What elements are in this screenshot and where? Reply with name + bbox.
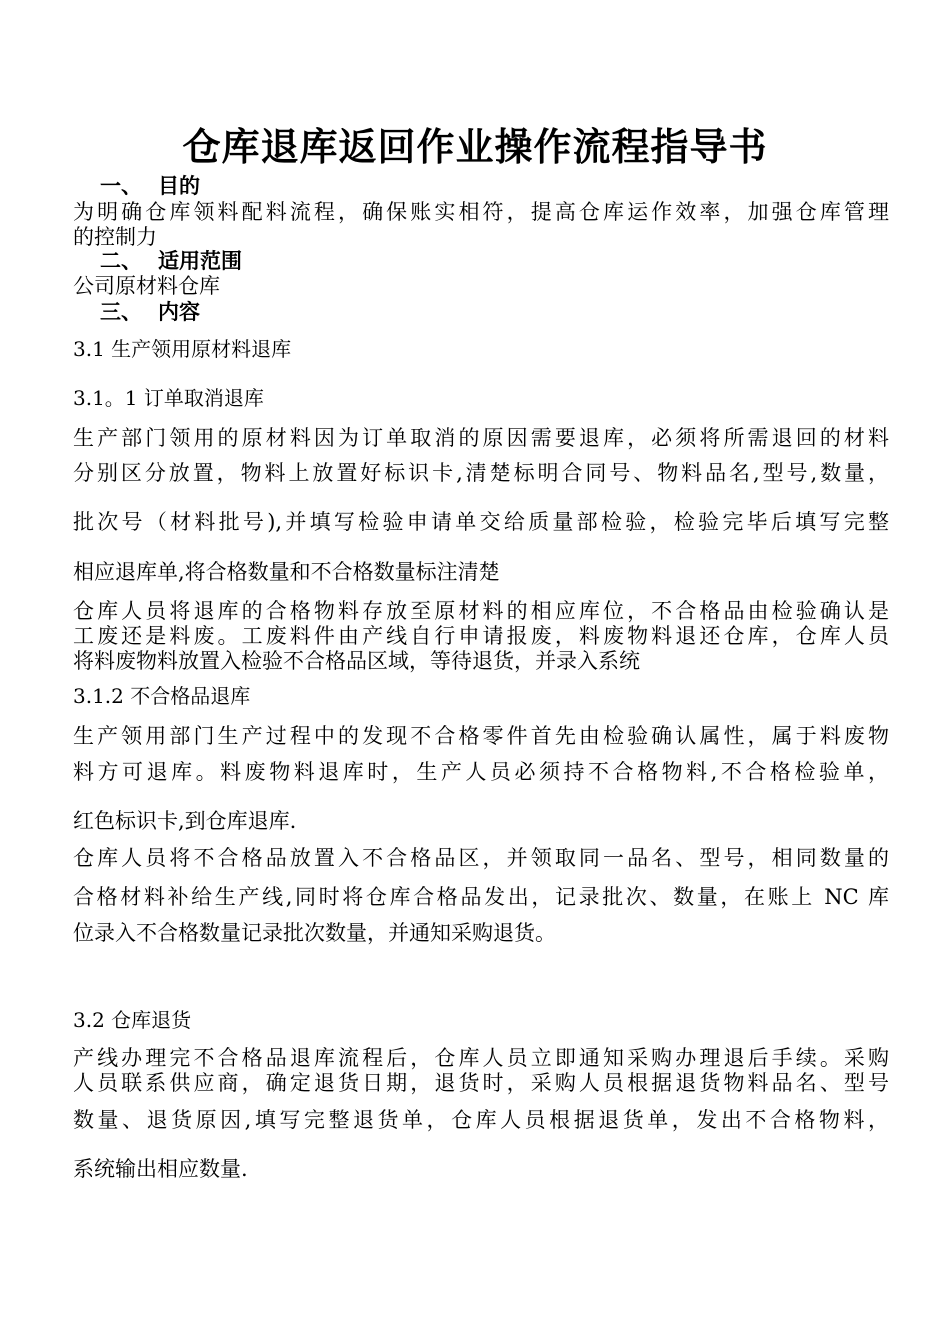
subsection-title-3-2: 3.2 仓库退货 — [73, 1008, 192, 1032]
paragraph-line: 生产领用部门生产过程中的发现不合格零件首先由检验确认属性，属于料废物 — [73, 724, 889, 748]
purpose-line-1: 为明确仓库领料配料流程，确保账实相符，提高仓库运作效率，加强仓库管理 — [73, 200, 889, 224]
paragraph-line: 相应退库单,将合格数量和不合格数量标注清楚 — [73, 560, 500, 584]
paragraph-line: 分别区分放置，物料上放置好标识卡,清楚标明合同号、物料品名,型号,数量， — [73, 461, 889, 485]
section-heading-content — [100, 299, 200, 325]
paragraph-line: 位录入不合格数量记录批次数量，并通知采购退货。 — [73, 921, 556, 945]
paragraph-line: 产线办理完不合格品退库流程后，仓库人员立即通知采购办理退后手续。采购 — [73, 1046, 889, 1070]
paragraph-line: 数量、退货原因,填写完整退货单，仓库人员根据退货单，发出不合格物料， — [73, 1108, 889, 1132]
paragraph-line: 工废还是料废。工废料件由产线自行申请报废，料废物料退还仓库，仓库人员 — [73, 624, 889, 648]
document-title: 仓库退库返回作业操作流程指导书 — [182, 125, 768, 169]
subsection-title-3-1-1: 3.1。1 订单取消退库 — [73, 386, 264, 410]
section-heading-scope — [100, 248, 242, 274]
paragraph-line: 生产部门领用的原材料因为订单取消的原因需要退库，必须将所需退回的材料 — [73, 426, 889, 450]
subsection-title-3-1-2: 3.1.2 不合格品退库 — [73, 684, 251, 708]
purpose-line-2: 的控制力 — [73, 225, 157, 249]
paragraph-line: 人员联系供应商，确定退货日期，退货时，采购人员根据退货物料品名、型号 — [73, 1071, 889, 1095]
section-number: 三、 — [100, 300, 142, 324]
paragraph-line: 系统输出相应数量. — [73, 1157, 248, 1181]
subsection-title-3-1: 3.1 生产领用原材料退库 — [73, 337, 292, 361]
paragraph-line: 将料废物料放置入检验不合格品区域，等待退货，并录入系统 — [73, 649, 640, 673]
section-number: 二、 — [100, 249, 142, 273]
paragraph-line: 批次号（材料批号),并填写检验申请单交给质量部检验，检验完毕后填写完整 — [73, 510, 889, 534]
paragraph-line: 红色标识卡,到仓库退库. — [73, 809, 297, 833]
section-label: 适用范围 — [158, 249, 242, 273]
section-label: 内容 — [158, 300, 200, 324]
paragraph-line: 料方可退库。料废物料退库时，生产人员必须持不合格物料,不合格检验单， — [73, 760, 889, 784]
section-label: 目的 — [158, 174, 200, 198]
paragraph-line: 仓库人员将不合格品放置入不合格品区，并领取同一品名、型号，相同数量的 — [73, 846, 889, 870]
section-heading-purpose — [100, 173, 200, 199]
section-number: 一、 — [100, 174, 142, 198]
paragraph-line: 仓库人员将退库的合格物料存放至原材料的相应库位，不合格品由检验确认是 — [73, 599, 889, 623]
scope-text: 公司原材料仓库 — [73, 274, 220, 298]
paragraph-line: 合格材料补给生产线,同时将仓库合格品发出，记录批次、数量，在账上 NC 库 — [73, 885, 889, 909]
